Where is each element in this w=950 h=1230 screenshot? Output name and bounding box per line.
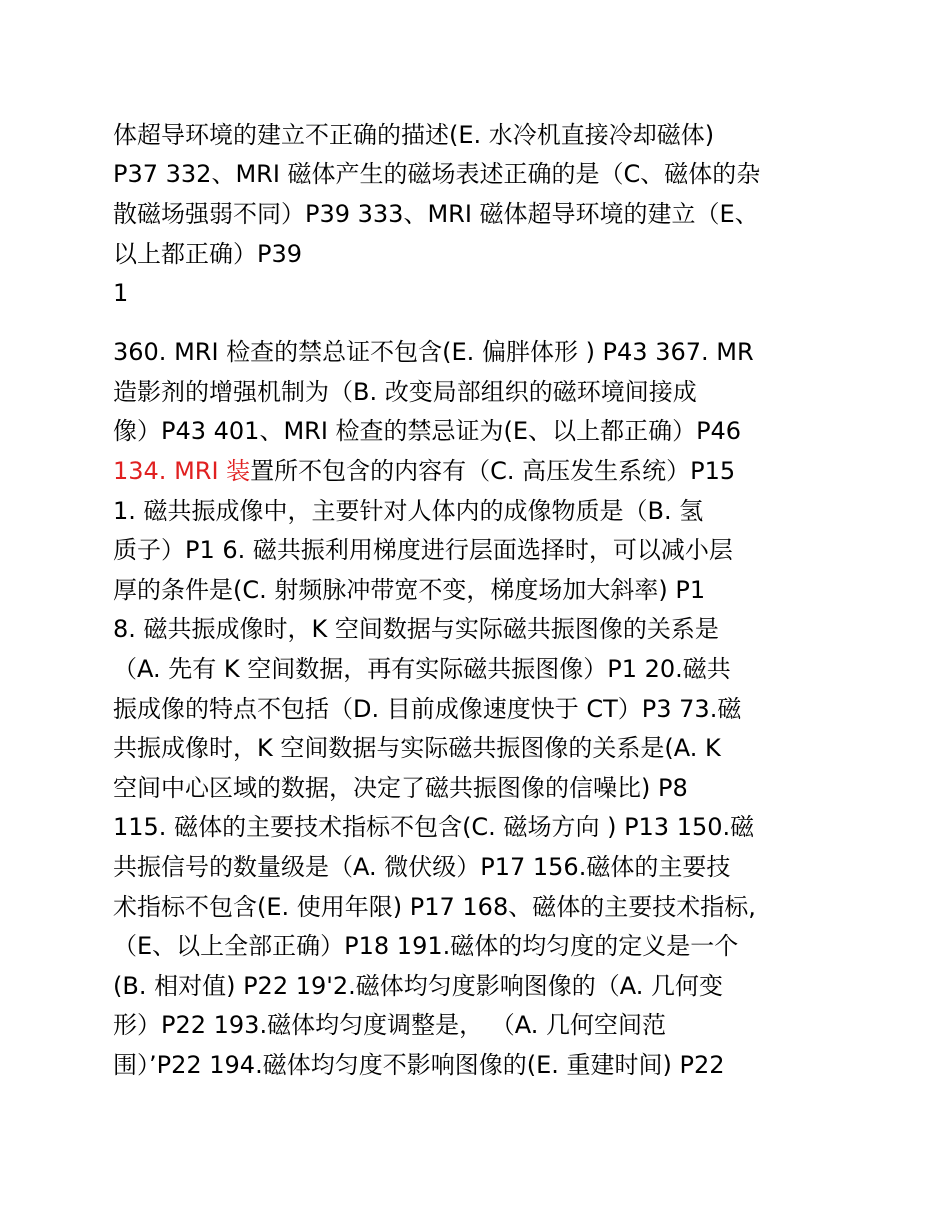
text-line: 厚的条件是(C. 射频脉冲带宽不变，梯度场加大斜率) P1 [113, 576, 706, 604]
text-line: 振成像的特点不包括（D. 目前成像速度快于 CT）P3 73.磁 [113, 695, 742, 723]
text-line: 115. 磁体的主要技术指标不包含(C. 磁场方向 ) P13 150.磁 [113, 813, 755, 841]
page-number: 1 [113, 279, 129, 307]
highlighted-line [113, 454, 735, 488]
text-line: 共振信号的数量级是（A. 微伏级）P17 156.磁体的主要技 [113, 853, 731, 881]
text-line: (B. 相对值) P22 19'2.磁体均匀度影响图像的（A. 几何变 [113, 972, 724, 1000]
text-line: 散磁场强弱不同）P39 333、MRI 磁体超导环境的建立（E、 [113, 200, 759, 228]
text-line: 形）P22 193.磁体均匀度调整是， （A. 几何空间范 [113, 1011, 666, 1039]
line-rest-text: 置所不包含的内容有（C. 高压发生系统）P15 [250, 457, 736, 485]
text-line: 360. MRI 检查的禁总证不包含(E. 偏胖体形 ) P43 367. MR [113, 338, 754, 366]
text-line: 像）P43 401、MRI 检查的禁忌证为(E、以上都正确）P46 [113, 417, 742, 445]
text-line: P37 332、MRI 磁体产生的磁场表述正确的是（C、磁体的杂 [113, 160, 761, 188]
text-line: 术指标不包含(E. 使用年限) P17 168、磁体的主要技术指标, [113, 893, 756, 921]
text-line: 1. 磁共振成像中，主要针对人体内的成像物质是（B. 氢 [113, 497, 704, 525]
text-line: 体超导环境的建立不正确的描述(E. 水冷机直接冷却磁体) [113, 121, 715, 149]
text-line: （A. 先有 K 空间数据，再有实际磁共振图像）P1 20.磁共 [113, 655, 731, 683]
highlighted-text: 134. MRI 装 [113, 457, 251, 485]
text-line: 围）’P22 194.磁体均匀度不影响图像的(E. 重建时间) P22 [113, 1051, 725, 1079]
text-line: 共振成像时，K 空间数据与实际磁共振图像的关系是(A. K [113, 734, 721, 762]
text-line: 空间中心区域的数据，决定了磁共振图像的信噪比) P8 [113, 774, 688, 802]
text-line: （E、以上全部正确）P18 191.磁体的均匀度的定义是一个 [113, 932, 739, 960]
text-line: 8. 磁共振成像时，K 空间数据与实际磁共振图像的关系是 [113, 615, 719, 643]
text-line: 造影剂的增强机制为（B. 改变局部组织的磁环境间接成 [113, 378, 697, 406]
text-line: 以上都正确）P39 [113, 240, 303, 268]
text-line: 质子）P1 6. 磁共振利用梯度进行层面选择时，可以减小层 [113, 536, 733, 564]
